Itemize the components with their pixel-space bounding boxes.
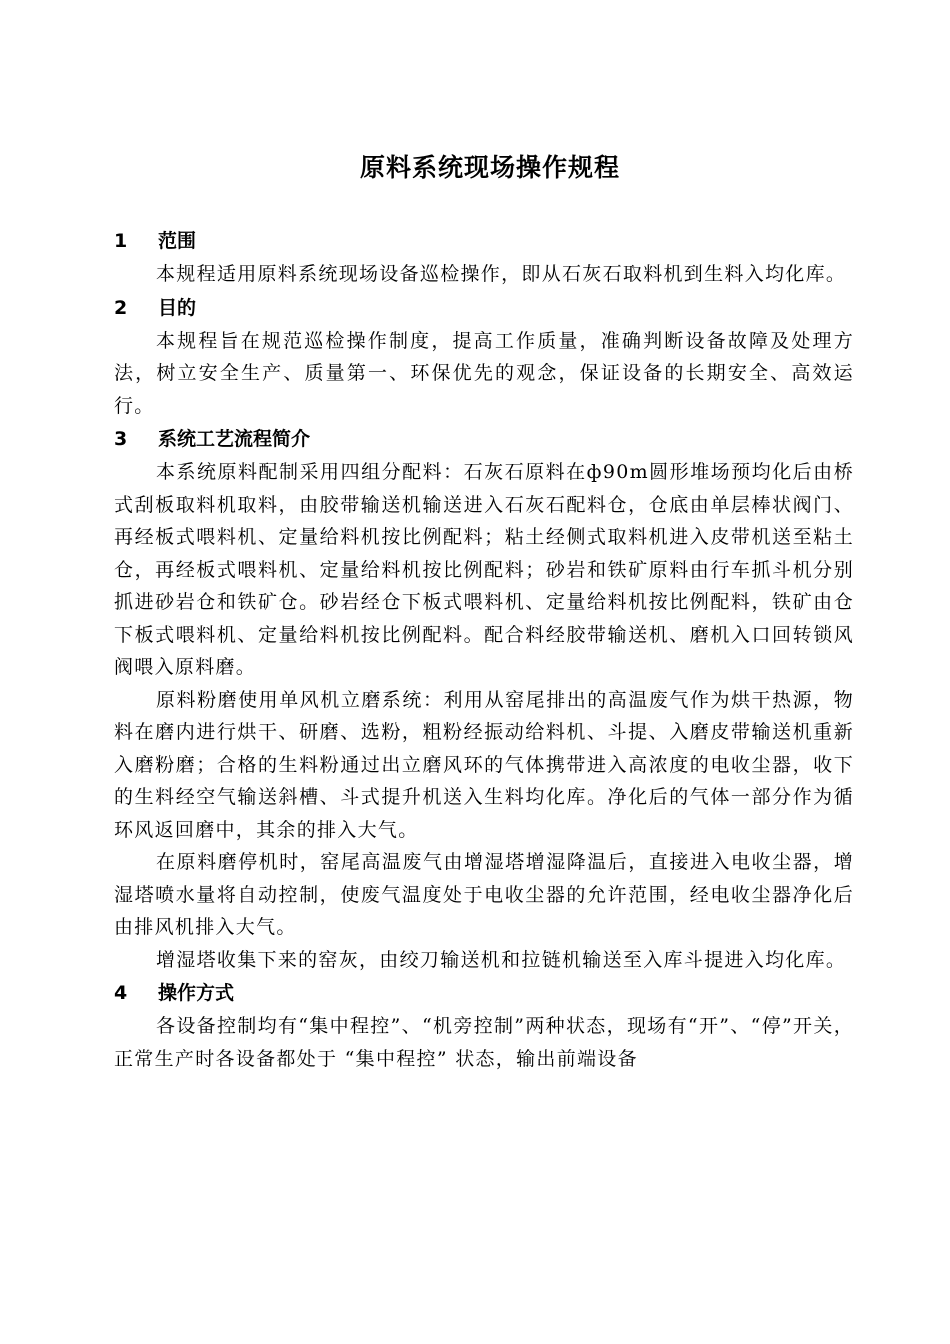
- section-title: 操作方式: [158, 982, 235, 1004]
- section-heading: [114, 224, 854, 258]
- section-scope: [114, 224, 854, 291]
- paragraph: 本系统原料配制采用四组分配料：石灰石原料在ф90m圆形堆场预均化后由桥式刮板取料机取料，由胶带输送机输送进入石灰石配料仓，仓底由单层棒状阀门、再经板式喂料机、定量给料机按比例配料；粘土经侧式取料机进入皮带机送至粘土仓，再经板式喂料机、定量给料机按比例配料；砂岩和铁矿原料由行车抓斗机分别抓进砂岩仓和铁矿仓。砂岩经仓下板式喂料机、定量给料机按比例配料，铁矿由仓下板式喂料机、定量给料机按比例配料。配合料经胶带输送机、磨机入口回转锁风阀喂入原料磨。: [114, 461, 854, 678]
- section-title: 目的: [158, 296, 197, 319]
- section-heading: [114, 422, 854, 456]
- section-title: 范围: [158, 230, 197, 252]
- section-process-overview: [114, 422, 854, 976]
- section-number: 4: [114, 982, 128, 1004]
- section-number: 1: [114, 230, 128, 252]
- section-number: 3: [114, 428, 128, 450]
- section-purpose: [114, 291, 854, 423]
- paragraph: 增湿塔收集下来的窑灰，由绞刀输送机和拉链机输送至入库斗提进入均化库。: [156, 948, 847, 971]
- section-heading: [114, 976, 854, 1010]
- paragraph: 本规程旨在规范巡检操作制度，提高工作质量，准确判断设备故障及处理方法，树立安全生产、质量第一、环保优先的观念，保证设备的长期安全、高效运行。: [114, 329, 854, 417]
- paragraph: 各设备控制均有“集中程控”、“机旁控制”两种状态，现场有“开”、“停”开关，正常生产时各设备都处于 “集中程控” 状态，输出前端设备: [114, 1015, 854, 1070]
- paragraph: 原料粉磨使用单风机立磨系统：利用从窑尾排出的高温废气作为烘干热源，物料在磨内进行烘干、研磨、选粉，粗粉经振动给料机、斗提、入磨皮带输送机重新入磨粉磨；合格的生料粉通过出立磨风环的气体携带进入高浓度的电收尘器，收下的生料经空气输送斜槽、斗式提升机送入生料均化库。净化后的气体一部分作为循环风返回磨中，其余的排入大气。: [114, 688, 854, 841]
- document-title: 原料系统现场操作规程: [359, 153, 620, 182]
- section-operation-mode: [114, 976, 854, 1075]
- paragraph: 本规程适用原料系统现场设备巡检操作，即从石灰石取料机到生料入均化库。: [156, 263, 847, 285]
- document-body: [114, 224, 854, 1075]
- section-heading: [114, 291, 854, 325]
- section-title: 系统工艺流程简介: [158, 428, 311, 450]
- paragraph: 在原料磨停机时，窑尾高温废气由增湿塔增湿降温后，直接进入电收尘器，增湿塔喷水量将自动控制，使废气温度处于电收尘器的允许范围，经电收尘器净化后由排风机排入大气。: [114, 851, 854, 938]
- section-number: 2: [114, 296, 128, 319]
